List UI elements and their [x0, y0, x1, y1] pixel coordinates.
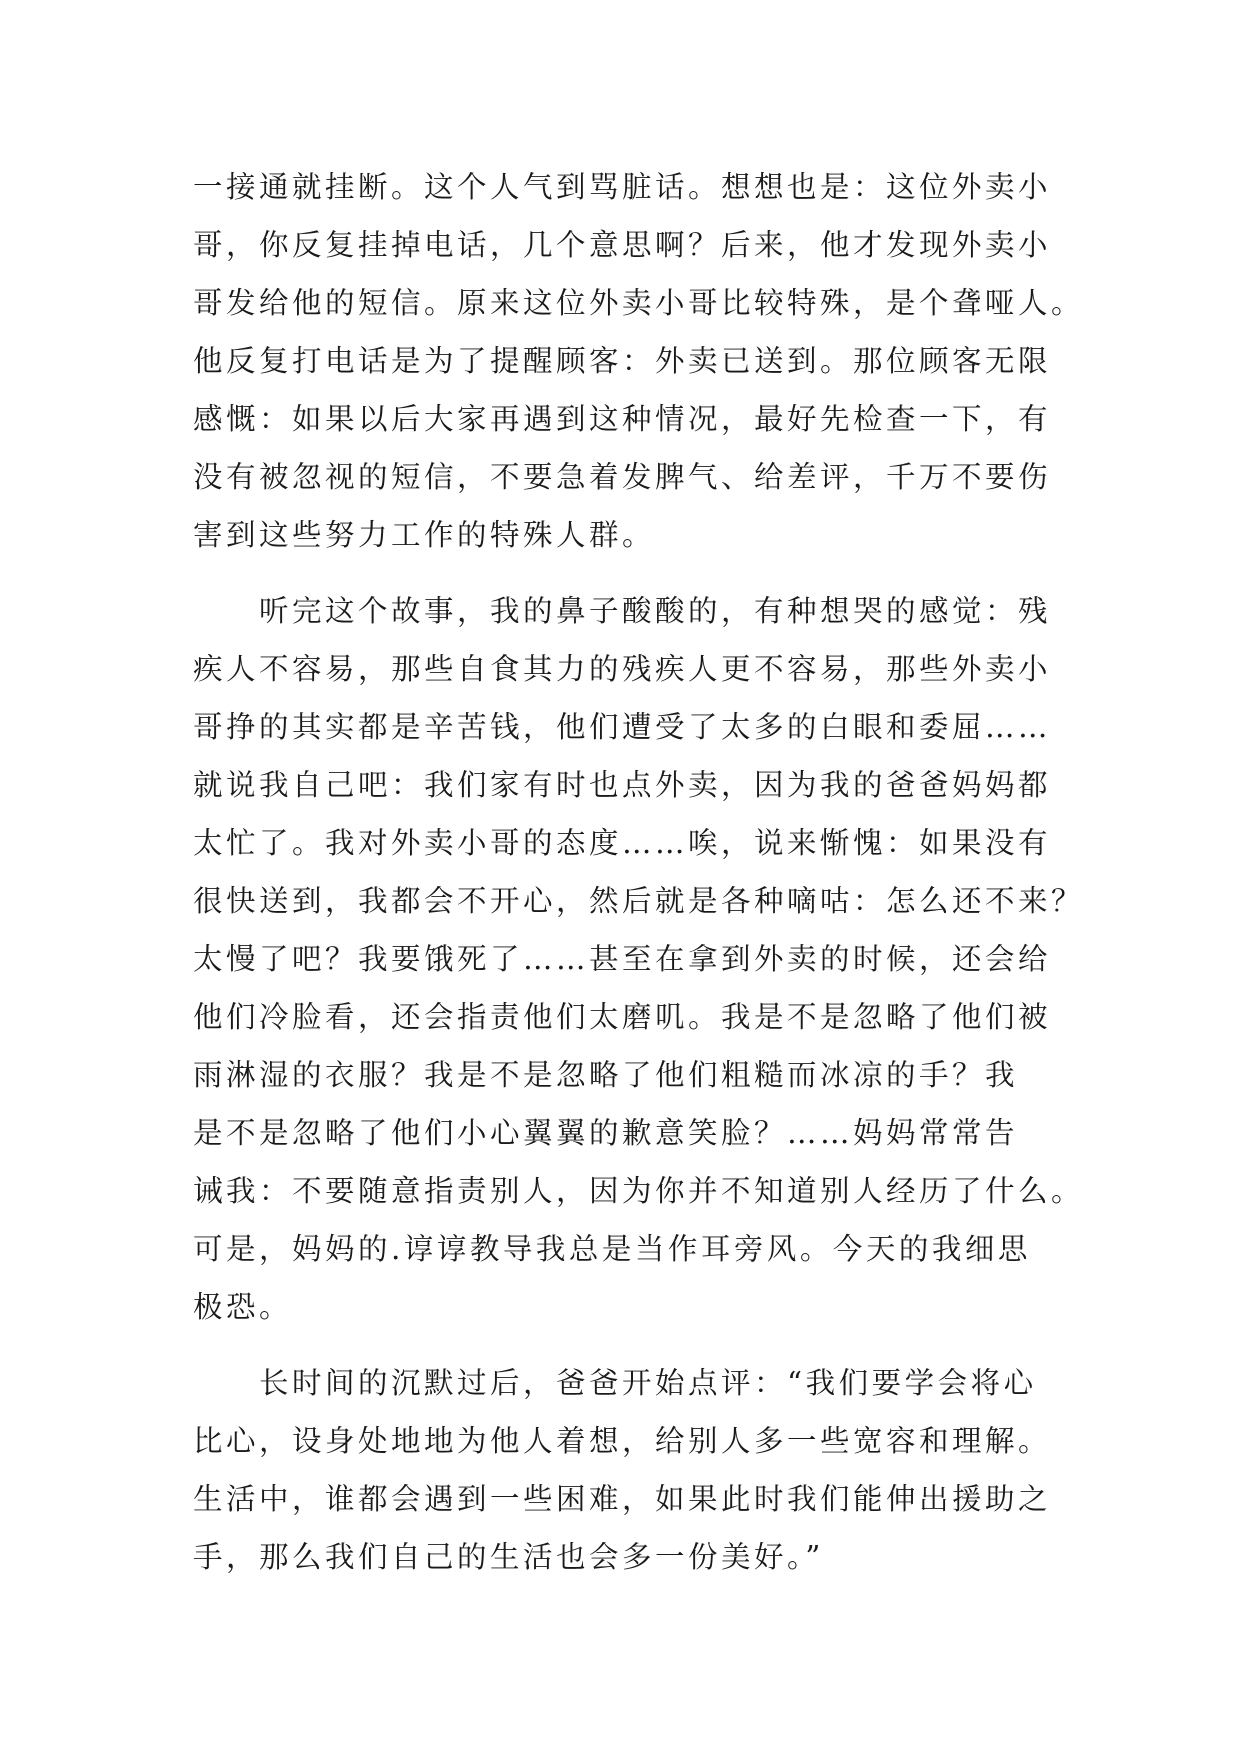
paragraph-2-line-1: 听完这个故事，我的鼻子酸酸的，有种想哭的感觉：残	[259, 594, 1052, 628]
paragraph-2-line-3: 哥挣的其实都是辛苦钱，他们遭受了太多的白眼和委屈……	[193, 710, 1052, 744]
paragraph-3-line-1: 长时间的沉默过后，爸爸开始点评：“我们要学会将心	[259, 1366, 1037, 1400]
paragraph-spacer	[193, 1336, 1051, 1354]
paragraph-2-line-5: 太忙了。我对外卖小哥的态度……唉，说来惭愧：如果没有	[193, 826, 1052, 860]
paragraph-3-line-4: 手，那么我们自己的生活也会多一份美好。”	[193, 1540, 824, 1574]
paragraph-2-line-11: 诫我：不要随意指责别人，因为你并不知道别人经历了什么。	[193, 1174, 1085, 1208]
paragraph-2-line-6: 很快送到，我都会不开心，然后就是各种嘀咕：怎么还不来？	[193, 884, 1085, 918]
paragraph-1-line-3: 哥发给他的短信。原来这位外卖小哥比较特殊，是个聋哑人。	[193, 286, 1085, 320]
paragraph-2-line-4: 就说我自己吧：我们家有时也点外卖，因为我的爸爸妈妈都	[193, 768, 1052, 802]
paragraph-1-line-1: 一接通就挂断。这个人气到骂脏话。想想也是：这位外卖小	[193, 170, 1052, 204]
paragraph-3-line-3: 生活中，谁都会遇到一些困难，如果此时我们能伸出援助之	[193, 1482, 1052, 1516]
paragraph-2-line-7: 太慢了吧？我要饿死了……甚至在拿到外卖的时候，还会给	[193, 942, 1052, 976]
paragraph-1-line-6: 没有被忽视的短信，不要急着发脾气、给差评，千万不要伤	[193, 460, 1052, 494]
paragraph-2-line-12: 可是，妈妈的.谆谆教导我总是当作耳旁风。今天的我细思	[193, 1232, 1031, 1266]
paragraph-3-line-2: 比心，设身处地地为他人着想，给别人多一些宽容和理解。	[193, 1424, 1052, 1458]
paragraph-1-line-7: 害到这些努力工作的特殊人群。	[193, 518, 656, 552]
paragraph-1-line-5: 感慨：如果以后大家再遇到这种情况，最好先检查一下，有	[193, 402, 1052, 436]
paragraph-spacer	[193, 564, 1051, 582]
paragraph-2-line-13: 极恐。	[193, 1290, 293, 1324]
paragraph-2-line-2: 疾人不容易，那些自食其力的残疾人更不容易，那些外卖小	[193, 652, 1052, 686]
document-body	[193, 158, 1085, 1586]
paragraph-2-line-8: 他们冷脸看，还会指责他们太磨叽。我是不是忽略了他们被	[193, 1000, 1052, 1034]
paragraph-1-line-2: 哥，你反复挂掉电话，几个意思啊？后来，他才发现外卖小	[193, 228, 1052, 262]
paragraph-1-line-4: 他反复打电话是为了提醒顾客：外卖已送到。那位顾客无限	[193, 344, 1052, 378]
paragraph-2-line-9: 雨淋湿的衣服？我是不是忽略了他们粗糙而冰凉的手？我	[193, 1058, 1019, 1092]
paragraph-2-line-10: 是不是忽略了他们小心翼翼的歉意笑脸？……妈妈常常告	[193, 1116, 1019, 1150]
